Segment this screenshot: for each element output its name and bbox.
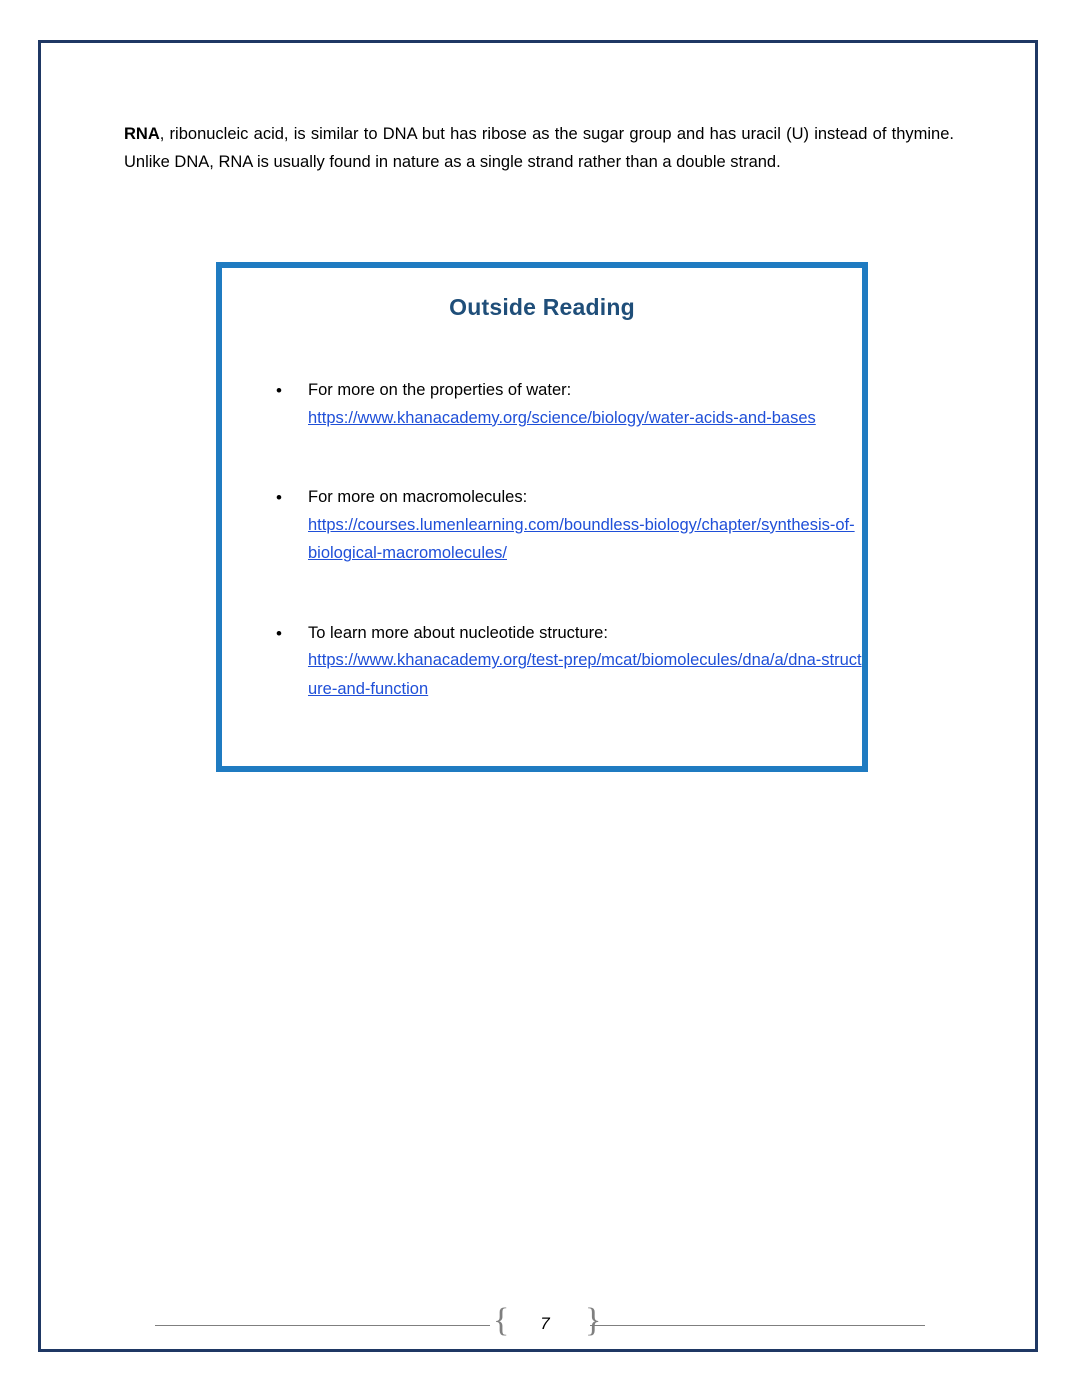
paragraph-text: , ribonucleic acid, is similar to DNA but has ribose as the sugar group and has uracil (U) instead of thymine. Unlike DNA, RNA is usually found in nature as a single strand rather than a double strand. bbox=[124, 125, 954, 172]
body-paragraph bbox=[124, 120, 954, 177]
page-content bbox=[124, 120, 954, 177]
list-item-label: To learn more about nucleotide structure: bbox=[308, 623, 608, 642]
list-item bbox=[222, 484, 862, 567]
list-item-label: For more on macromolecules: bbox=[308, 488, 528, 507]
footer-rule-left bbox=[155, 1325, 490, 1326]
list-item bbox=[222, 377, 862, 432]
list-item-link[interactable]: https://www.khanacademy.org/science/biology/water-acids-and-bases bbox=[308, 408, 816, 427]
outside-reading-box bbox=[216, 262, 868, 772]
page-footer bbox=[155, 1300, 925, 1340]
brace-right-icon: } bbox=[585, 1302, 602, 1339]
list-item-link[interactable]: https://courses.lumenlearning.com/boundless-biology/chapter/synthesis-of-biological-macromolecules/ bbox=[308, 515, 855, 563]
bullet-icon: • bbox=[276, 488, 282, 508]
outside-reading-list bbox=[222, 377, 862, 703]
bullet-icon: • bbox=[276, 623, 282, 643]
outside-reading-title: Outside Reading bbox=[449, 294, 635, 320]
bullet-icon: • bbox=[276, 381, 282, 400]
list-item-label: For more on the properties of water: bbox=[308, 381, 572, 399]
list-item bbox=[222, 620, 862, 703]
brace-left-icon: { bbox=[493, 1302, 510, 1339]
page-number: 7 bbox=[540, 1314, 550, 1333]
list-item-link[interactable]: https://www.khanacademy.org/test-prep/mcat/biomolecules/dna/a/dna-structure-and-function bbox=[308, 651, 862, 698]
paragraph-lead-term: RNA bbox=[124, 125, 160, 143]
footer-rule-right bbox=[590, 1325, 925, 1326]
